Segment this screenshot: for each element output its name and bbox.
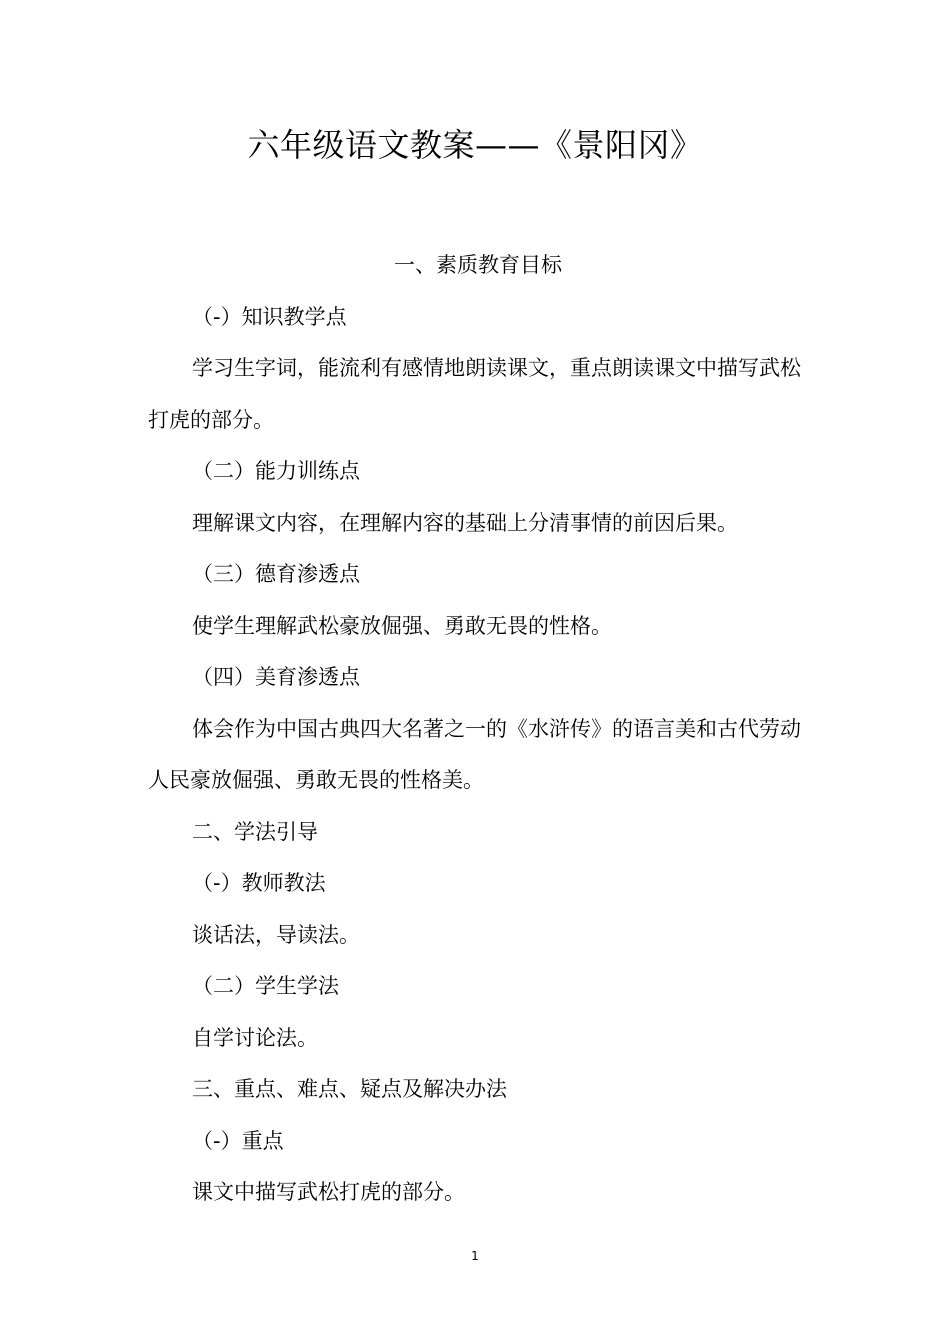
paragraph-teacher-method: 谈话法，导读法。 — [192, 922, 360, 947]
subheading-knowledge: （-）知识教学点 — [192, 304, 347, 329]
subheading-key-point: （-）重点 — [192, 1128, 284, 1153]
subheading-teacher-method: （-）教师教法 — [192, 871, 326, 895]
subheading-moral: （三）德育渗透点 — [192, 562, 360, 586]
section-heading-2: 二、学法引导 — [192, 819, 318, 844]
paragraph-aesthetic: 体会作为中国古典四大名著之一的《水浒传》的语言美和古代劳动人民豪放倔强、勇敢无畏的性格美。 — [148, 716, 801, 792]
document-body — [148, 240, 808, 1219]
section-heading-1: 一、素质教育目标 — [394, 253, 562, 277]
paragraph-student-method: 自学讨论法。 — [192, 1025, 318, 1050]
subheading-aesthetic: （四）美育渗透点 — [192, 665, 360, 689]
paragraph-ability: 理解课文内容，在理解内容的基础上分清事情的前因后果。 — [192, 510, 738, 535]
paragraph-knowledge: 学习生字词，能流利有感情地朗读课文，重点朗读课文中描写武松打虎的部分。 — [148, 356, 801, 432]
section-heading-3: 三、重点、难点、疑点及解决办法 — [192, 1077, 507, 1101]
subheading-ability: （二）能力训练点 — [192, 459, 360, 483]
subheading-student-method: （二）学生学法 — [192, 974, 339, 998]
document-title: 六年级语文教案——《景阳冈》 — [247, 126, 703, 164]
page-number: 1 — [471, 1249, 479, 1263]
paragraph-moral: 使学生理解武松豪放倔强、勇敢无畏的性格。 — [192, 613, 612, 638]
paragraph-key-point: 课文中描写武松打虎的部分。 — [192, 1180, 465, 1204]
